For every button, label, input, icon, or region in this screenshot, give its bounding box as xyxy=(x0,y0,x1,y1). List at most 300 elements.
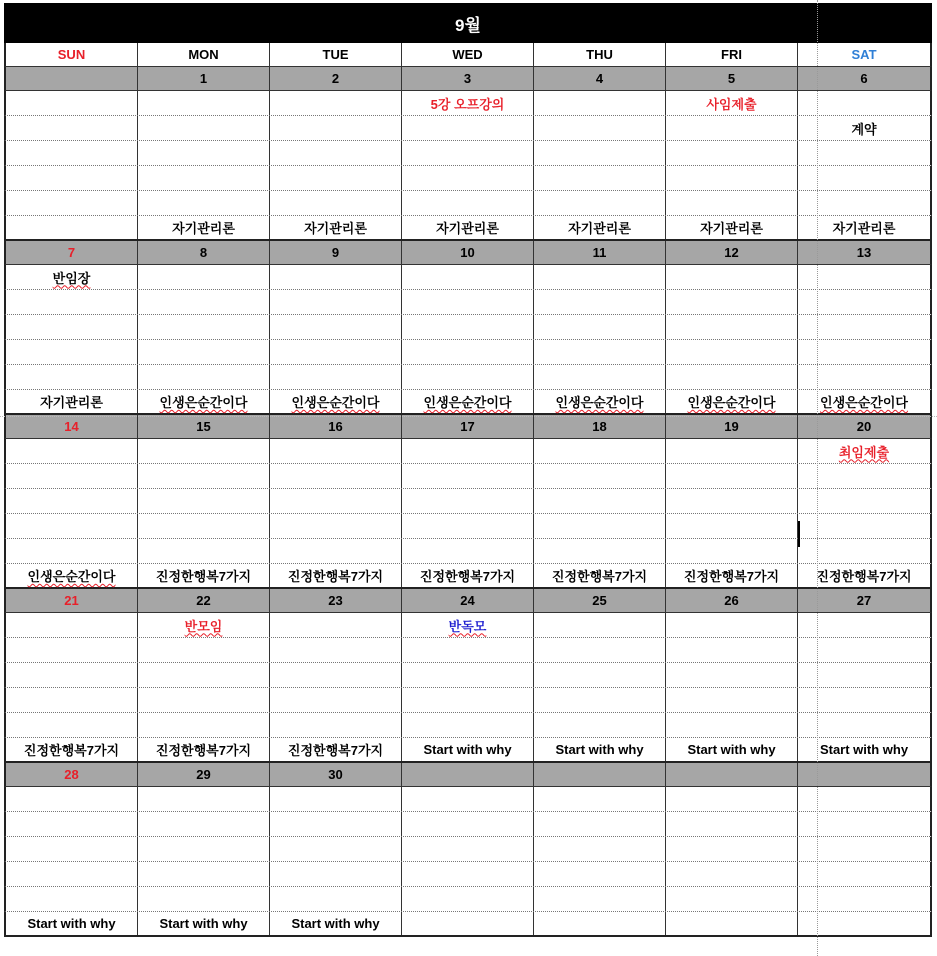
weekday-fri: FRI xyxy=(666,43,798,66)
entry-cell[interactable] xyxy=(534,216,666,239)
date-cell[interactable]: 15 xyxy=(138,415,270,438)
entry-line-row xyxy=(4,91,932,116)
entry-cell[interactable] xyxy=(6,638,138,662)
entry-line-row xyxy=(4,315,932,340)
entry-cell[interactable] xyxy=(270,365,402,389)
date-cell[interactable]: 10 xyxy=(402,241,534,264)
entry-text: 자기관리론 xyxy=(700,221,763,236)
entry-cell[interactable] xyxy=(666,564,798,587)
date-cell[interactable]: 27 xyxy=(856,593,872,608)
entry-cell[interactable] xyxy=(666,837,798,861)
entry-cell[interactable] xyxy=(6,887,138,911)
entry-cell[interactable] xyxy=(534,663,666,687)
entry-cell[interactable] xyxy=(666,738,798,761)
date-cell[interactable]: 16 xyxy=(270,415,402,438)
date-cell[interactable]: 1 xyxy=(138,67,270,90)
entry-text: 반임장 xyxy=(52,270,91,286)
date-cell[interactable]: 29 xyxy=(138,763,270,786)
entry-cell[interactable] xyxy=(138,315,270,339)
entry-cell[interactable] xyxy=(666,91,798,115)
entry-cell[interactable] xyxy=(666,489,798,513)
entry-text: Start with why xyxy=(27,916,116,931)
entry-cell[interactable] xyxy=(6,116,138,140)
weekday-wed: WED xyxy=(402,43,534,66)
entry-cell[interactable] xyxy=(666,688,798,712)
entry-cell[interactable] xyxy=(666,539,798,563)
entry-cell[interactable] xyxy=(138,439,270,463)
entry-text: Start with why xyxy=(555,742,644,757)
entry-cell[interactable] xyxy=(6,489,138,513)
entry-cell[interactable] xyxy=(138,141,270,165)
date-cell[interactable]: 4 xyxy=(534,67,666,90)
entry-cell[interactable] xyxy=(138,663,270,687)
entry-text: 계약 xyxy=(851,121,877,137)
weekday-sun: SUN xyxy=(6,43,138,66)
entry-line-row xyxy=(4,365,932,390)
entry-cell[interactable] xyxy=(6,166,138,190)
entry-cell[interactable] xyxy=(6,439,138,463)
entry-cell[interactable] xyxy=(138,613,270,637)
entry-cell[interactable] xyxy=(402,216,534,239)
entry-cell[interactable] xyxy=(270,91,402,115)
entry-cell[interactable] xyxy=(666,787,798,811)
entry-cell[interactable] xyxy=(402,315,534,339)
entry-cell[interactable] xyxy=(666,713,798,737)
entry-text: 자기관리론 xyxy=(568,221,631,236)
entry-cell[interactable] xyxy=(6,837,138,861)
entry-cell[interactable] xyxy=(6,390,138,413)
entry-text: 인생은순간이다 xyxy=(555,395,644,410)
entry-cell[interactable] xyxy=(6,539,138,563)
entry-cell[interactable] xyxy=(534,564,666,587)
entry-cell[interactable] xyxy=(270,539,402,563)
entry-cell[interactable] xyxy=(270,638,402,662)
entry-text: 인생은순간이다 xyxy=(423,395,512,410)
entry-cell[interactable] xyxy=(6,688,138,712)
date-cell[interactable]: 17 xyxy=(402,415,534,438)
entry-text: 반독모 xyxy=(448,618,487,634)
date-cell[interactable] xyxy=(6,67,138,90)
entry-cell[interactable] xyxy=(402,340,534,364)
entry-cell[interactable] xyxy=(402,91,534,115)
entry-text: 인생은순간이다 xyxy=(159,395,248,410)
entry-cell[interactable] xyxy=(270,812,402,836)
entry-text: 인생은순간이다 xyxy=(291,395,380,410)
entry-cell[interactable] xyxy=(6,91,138,115)
weeks-container xyxy=(4,67,932,937)
entry-cell[interactable] xyxy=(270,688,402,712)
entry-text: 자기관리론 xyxy=(40,395,103,410)
entry-cell[interactable] xyxy=(270,141,402,165)
entry-text: 자기관리론 xyxy=(304,221,367,236)
entry-text: 5강 오프강의 xyxy=(430,96,505,112)
entry-cell[interactable] xyxy=(6,862,138,886)
entry-cell[interactable] xyxy=(402,837,534,861)
entry-cell[interactable] xyxy=(534,713,666,737)
entry-cell[interactable] xyxy=(270,613,402,637)
entry-cell[interactable] xyxy=(6,564,138,587)
entry-cell[interactable] xyxy=(534,514,666,538)
entry-text: Start with why xyxy=(159,916,248,931)
entry-cell[interactable] xyxy=(666,912,798,935)
entry-cell[interactable] xyxy=(534,91,666,115)
date-cell[interactable]: 14 xyxy=(6,415,138,438)
entry-cell[interactable] xyxy=(402,713,534,737)
entry-text: 진정한행복7가지 xyxy=(683,569,780,584)
date-cell[interactable]: 2 xyxy=(270,67,402,90)
entry-text: 자기관리론 xyxy=(172,221,235,236)
entry-cell[interactable] xyxy=(534,738,666,761)
entry-cell[interactable] xyxy=(402,564,534,587)
entry-cell[interactable] xyxy=(138,713,270,737)
entry-cell[interactable] xyxy=(138,837,270,861)
entry-cell[interactable] xyxy=(402,787,534,811)
entry-cell[interactable] xyxy=(402,365,534,389)
entry-text: 자기관리론 xyxy=(436,221,499,236)
entry-cell[interactable] xyxy=(6,464,138,488)
entry-cell[interactable] xyxy=(534,812,666,836)
entry-text: 진정한행복7가지 xyxy=(155,569,252,584)
entry-cell[interactable] xyxy=(666,514,798,538)
entry-line-row xyxy=(4,738,932,763)
calendar xyxy=(4,3,932,937)
entry-line-row xyxy=(4,464,932,489)
entry-text: 인생은순간이다 xyxy=(27,569,116,584)
entry-line-row xyxy=(4,638,932,663)
entry-cell[interactable] xyxy=(270,290,402,314)
entry-cell[interactable] xyxy=(666,464,798,488)
entry-cell[interactable] xyxy=(6,812,138,836)
entry-cell[interactable] xyxy=(666,340,798,364)
entry-cell[interactable] xyxy=(534,613,666,637)
entry-cell[interactable] xyxy=(666,191,798,215)
entry-cell[interactable] xyxy=(534,912,666,935)
entry-text: 진정한행복7가지 xyxy=(287,569,384,584)
entry-cell[interactable] xyxy=(138,91,270,115)
entry-cell[interactable] xyxy=(6,265,138,289)
entry-cell[interactable] xyxy=(402,539,534,563)
entry-text: 진정한행복7가지 xyxy=(155,743,252,758)
date-cell[interactable]: 19 xyxy=(666,415,798,438)
date-cell[interactable]: 18 xyxy=(534,415,666,438)
entry-line-row xyxy=(4,837,932,862)
entry-text: 진정한행복7가지 xyxy=(816,569,912,584)
entry-cell[interactable] xyxy=(402,887,534,911)
entry-cell[interactable] xyxy=(138,116,270,140)
entry-cell[interactable] xyxy=(402,514,534,538)
entry-cell[interactable] xyxy=(666,812,798,836)
entry-cell[interactable] xyxy=(666,141,798,165)
entry-cell[interactable] xyxy=(6,787,138,811)
entry-line-row xyxy=(4,166,932,191)
entry-cell[interactable] xyxy=(270,166,402,190)
entry-cell[interactable] xyxy=(270,837,402,861)
entry-cell[interactable] xyxy=(6,912,138,935)
entry-cell[interactable] xyxy=(666,663,798,687)
entry-cell[interactable] xyxy=(402,613,534,637)
entry-cell[interactable] xyxy=(534,290,666,314)
entry-line-row xyxy=(4,688,932,713)
date-cell[interactable] xyxy=(402,763,534,786)
weekday-tue: TUE xyxy=(270,43,402,66)
entry-cell[interactable] xyxy=(138,191,270,215)
entry-cell[interactable] xyxy=(666,887,798,911)
date-cell[interactable]: 12 xyxy=(666,241,798,264)
entry-line-row xyxy=(4,862,932,887)
entry-cell[interactable] xyxy=(666,365,798,389)
entry-cell[interactable] xyxy=(534,390,666,413)
entry-cell[interactable] xyxy=(138,340,270,364)
entry-cell[interactable] xyxy=(402,166,534,190)
entry-cell[interactable] xyxy=(534,265,666,289)
entry-cell[interactable] xyxy=(6,290,138,314)
entry-cell[interactable] xyxy=(270,489,402,513)
date-cell[interactable] xyxy=(534,763,666,786)
entry-cell[interactable] xyxy=(138,514,270,538)
date-row xyxy=(4,415,932,439)
entry-text: Start with why xyxy=(291,916,380,931)
entry-cell[interactable] xyxy=(138,166,270,190)
entry-cell[interactable] xyxy=(138,887,270,911)
entry-cell[interactable] xyxy=(6,713,138,737)
date-cell[interactable]: 21 xyxy=(6,589,138,612)
entry-cell[interactable] xyxy=(270,216,402,239)
entry-line-row xyxy=(4,216,932,241)
entry-line-row xyxy=(4,564,932,589)
entry-cell[interactable] xyxy=(534,464,666,488)
entry-cell[interactable] xyxy=(138,390,270,413)
entry-cell[interactable] xyxy=(270,887,402,911)
entry-cell[interactable] xyxy=(6,663,138,687)
entry-cell[interactable] xyxy=(666,638,798,662)
weekday-sat: SAT xyxy=(851,47,877,62)
entry-cell[interactable] xyxy=(138,688,270,712)
entry-cell[interactable] xyxy=(402,464,534,488)
entry-line-row xyxy=(4,787,932,812)
entry-cell[interactable] xyxy=(666,439,798,463)
entry-cell[interactable] xyxy=(666,116,798,140)
entry-cell[interactable] xyxy=(270,116,402,140)
entry-text: Start with why xyxy=(687,742,776,757)
entry-cell[interactable] xyxy=(402,688,534,712)
entry-cell[interactable] xyxy=(534,340,666,364)
entry-text: 진정한행복7가지 xyxy=(419,569,516,584)
entry-cell[interactable] xyxy=(534,688,666,712)
entry-cell[interactable] xyxy=(138,489,270,513)
entry-cell[interactable] xyxy=(270,464,402,488)
entry-text: 자기관리론 xyxy=(832,221,896,236)
entry-cell[interactable] xyxy=(402,439,534,463)
entry-text: 진정한행복7가지 xyxy=(287,743,384,758)
date-row xyxy=(4,589,932,613)
entry-cell[interactable] xyxy=(402,738,534,761)
entry-cell[interactable] xyxy=(6,191,138,215)
date-cell[interactable]: 26 xyxy=(666,589,798,612)
entry-line-row xyxy=(4,265,932,290)
entry-cell[interactable] xyxy=(534,837,666,861)
entry-cell[interactable] xyxy=(666,613,798,637)
date-cell[interactable]: 6 xyxy=(860,71,868,86)
entry-line-row xyxy=(4,613,932,638)
entry-line-row xyxy=(4,141,932,166)
entry-text: Start with why xyxy=(423,742,512,757)
date-cell[interactable]: 3 xyxy=(402,67,534,90)
entry-cell[interactable] xyxy=(534,365,666,389)
entry-text: 인생은순간이다 xyxy=(687,395,776,410)
entry-cell[interactable] xyxy=(138,464,270,488)
entry-line-row xyxy=(4,116,932,141)
date-cell[interactable] xyxy=(666,763,798,786)
entry-cell[interactable] xyxy=(402,265,534,289)
entry-cell[interactable] xyxy=(666,265,798,289)
entry-text: 인생은순간이다 xyxy=(820,395,908,410)
entry-cell[interactable] xyxy=(534,116,666,140)
entry-line-row xyxy=(4,489,932,514)
entry-line-row xyxy=(4,340,932,365)
entry-cell[interactable] xyxy=(534,862,666,886)
date-cell[interactable]: 30 xyxy=(270,763,402,786)
entry-cell[interactable] xyxy=(6,340,138,364)
entry-cell[interactable] xyxy=(138,265,270,289)
entry-cell[interactable] xyxy=(270,340,402,364)
entry-cell[interactable] xyxy=(138,862,270,886)
entry-cell[interactable] xyxy=(402,812,534,836)
month-title-bar xyxy=(4,3,932,43)
entry-line-row xyxy=(4,887,932,912)
date-cell[interactable]: 24 xyxy=(402,589,534,612)
entry-cell[interactable] xyxy=(138,216,270,239)
entry-cell[interactable] xyxy=(534,887,666,911)
weekday-mon: MON xyxy=(138,43,270,66)
entry-cell[interactable] xyxy=(534,315,666,339)
entry-cell[interactable] xyxy=(402,912,534,935)
entry-cell[interactable] xyxy=(402,489,534,513)
entry-line-row xyxy=(4,439,932,464)
entry-cell[interactable] xyxy=(402,862,534,886)
entry-cell[interactable] xyxy=(402,141,534,165)
month-title: 9월 xyxy=(455,15,481,35)
entry-cell[interactable] xyxy=(402,638,534,662)
entry-cell[interactable] xyxy=(6,315,138,339)
date-row xyxy=(4,67,932,91)
entry-cell[interactable] xyxy=(138,812,270,836)
date-cell[interactable]: 22 xyxy=(138,589,270,612)
entry-cell[interactable] xyxy=(534,787,666,811)
entry-cell[interactable] xyxy=(6,216,138,239)
entry-cell[interactable] xyxy=(270,564,402,587)
entry-cell[interactable] xyxy=(270,787,402,811)
date-cell[interactable]: 8 xyxy=(138,241,270,264)
entry-cell[interactable] xyxy=(6,141,138,165)
entry-line-row xyxy=(4,912,932,937)
entry-cell[interactable] xyxy=(270,390,402,413)
entry-cell[interactable] xyxy=(138,290,270,314)
entry-text: Start with why xyxy=(819,742,909,757)
entry-cell[interactable] xyxy=(270,315,402,339)
entry-cell[interactable] xyxy=(666,862,798,886)
entry-line-row xyxy=(4,713,932,738)
entry-cell[interactable] xyxy=(534,439,666,463)
entry-text: 반모임 xyxy=(184,618,223,634)
entry-cell[interactable] xyxy=(534,638,666,662)
entry-cell[interactable] xyxy=(270,912,402,935)
entry-cell[interactable] xyxy=(270,713,402,737)
entry-cell[interactable] xyxy=(6,738,138,761)
date-row xyxy=(4,763,932,787)
entry-line-row xyxy=(4,514,932,539)
entry-cell[interactable] xyxy=(402,290,534,314)
weekday-thu: THU xyxy=(534,43,666,66)
entry-cell[interactable] xyxy=(270,191,402,215)
entry-cell[interactable] xyxy=(534,166,666,190)
entry-line-row xyxy=(4,290,932,315)
entry-cell[interactable] xyxy=(402,390,534,413)
entry-cell[interactable] xyxy=(666,315,798,339)
entry-cell[interactable] xyxy=(270,514,402,538)
date-cell[interactable]: 23 xyxy=(270,589,402,612)
entry-cell[interactable] xyxy=(534,539,666,563)
entry-cell[interactable] xyxy=(270,862,402,886)
entry-cell[interactable] xyxy=(6,613,138,637)
entry-cell[interactable] xyxy=(666,166,798,190)
entry-cell[interactable] xyxy=(138,738,270,761)
date-cell[interactable]: 13 xyxy=(856,245,872,260)
entry-cell[interactable] xyxy=(534,141,666,165)
entry-cell[interactable] xyxy=(138,787,270,811)
entry-line-row xyxy=(4,390,932,415)
entry-cell[interactable] xyxy=(666,390,798,413)
entry-cell[interactable] xyxy=(270,738,402,761)
entry-text: 진정한행복7가지 xyxy=(23,743,120,758)
entry-cell[interactable] xyxy=(534,191,666,215)
entry-line-row xyxy=(4,191,932,216)
entry-cell[interactable] xyxy=(138,638,270,662)
date-cell[interactable]: 5 xyxy=(666,67,798,90)
entry-cell[interactable] xyxy=(402,116,534,140)
entry-cell[interactable] xyxy=(270,265,402,289)
entry-text: 진정한행복7가지 xyxy=(551,569,648,584)
entry-cell[interactable] xyxy=(6,365,138,389)
entry-cell[interactable] xyxy=(534,489,666,513)
horizontal-guide-line xyxy=(0,416,937,417)
entry-cell[interactable] xyxy=(666,290,798,314)
entry-cell[interactable] xyxy=(402,663,534,687)
entry-cell[interactable] xyxy=(138,564,270,587)
date-cell[interactable]: 7 xyxy=(6,241,138,264)
date-cell[interactable]: 28 xyxy=(6,763,138,786)
date-cell[interactable]: 20 xyxy=(856,419,872,434)
entry-line-row xyxy=(4,812,932,837)
date-cell[interactable]: 11 xyxy=(534,241,666,264)
entry-text: 최임제출 xyxy=(838,444,890,460)
entry-line-row xyxy=(4,539,932,564)
entry-cell[interactable] xyxy=(270,439,402,463)
entry-cell[interactable] xyxy=(666,216,798,239)
entry-line-row xyxy=(4,663,932,688)
date-cell[interactable]: 9 xyxy=(270,241,402,264)
entry-cell[interactable] xyxy=(138,539,270,563)
entry-cell[interactable] xyxy=(6,514,138,538)
entry-cell[interactable] xyxy=(270,663,402,687)
entry-cell[interactable] xyxy=(138,912,270,935)
date-row xyxy=(4,241,932,265)
date-cell[interactable]: 25 xyxy=(534,589,666,612)
entry-text: 사임제출 xyxy=(706,96,757,112)
entry-cell[interactable] xyxy=(138,365,270,389)
weekday-header-row xyxy=(4,43,932,67)
vertical-guide-line xyxy=(817,0,818,956)
entry-cell[interactable] xyxy=(402,191,534,215)
